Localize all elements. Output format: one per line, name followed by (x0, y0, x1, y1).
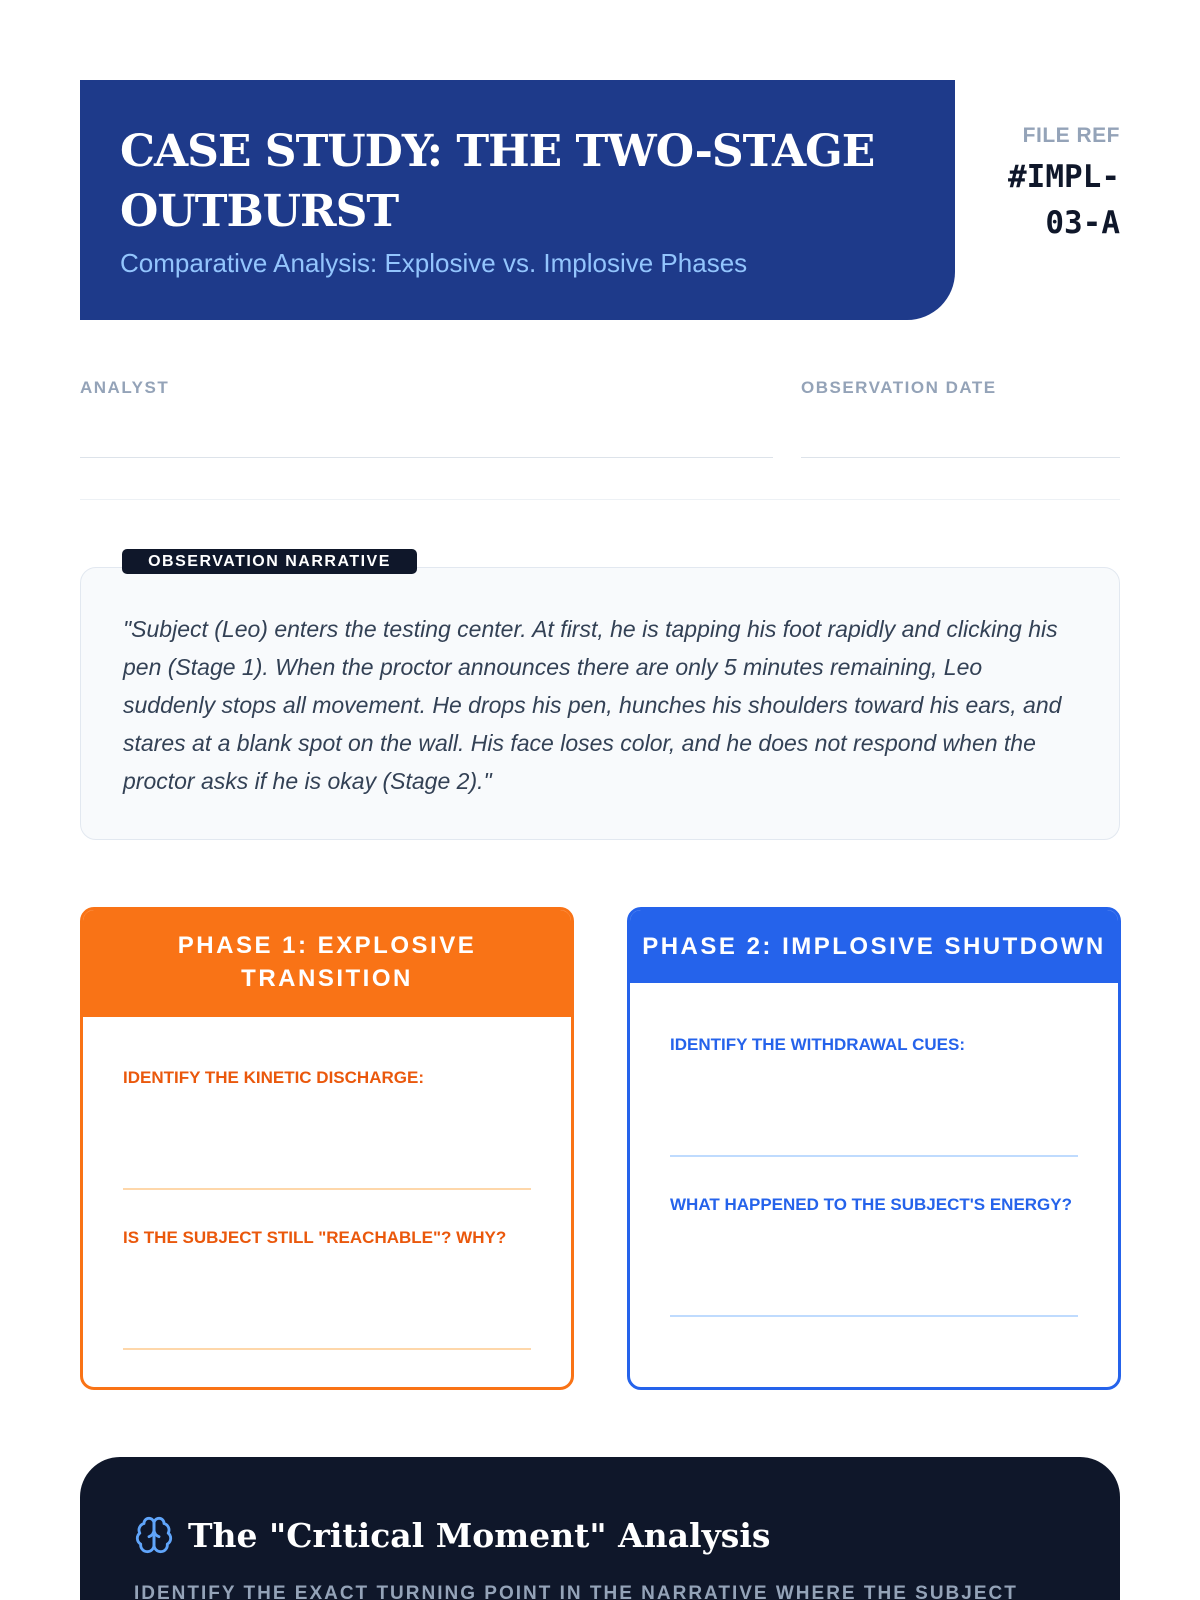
phase1-answer-2-line[interactable] (123, 1348, 531, 1350)
section-divider (80, 499, 1120, 500)
observation-date-label: OBSERVATION DATE (801, 378, 997, 397)
narrative-text: "Subject (Leo) enters the testing center. At first, he is tapping his foot rapidly and clicking his pen (Stage 1). When the proctor announces there are only 5 minutes remaining, Leo suddenly stops all movement. He drops his pen, hunches his shoulders toward his ears, and stares at a blank spot on the wall. His face loses color, and he does not respond when the proctor asks if he is okay (Stage 2)." (123, 616, 1062, 794)
phase2-question-2: WHAT HAPPENED TO THE SUBJECT'S ENERGY? (670, 1195, 1073, 1214)
analyst-field[interactable] (80, 457, 773, 458)
narrative-box (80, 567, 1120, 840)
observation-date-field[interactable] (801, 457, 1120, 458)
phase2-question-1: IDENTIFY THE WITHDRAWAL CUES: (670, 1035, 965, 1054)
page-subtitle: Comparative Analysis: Explosive vs. Implosive Phases (120, 248, 748, 278)
analyst-label: ANALYST (80, 378, 170, 397)
critical-title: The "Critical Moment" Analysis (188, 1515, 771, 1555)
file-ref-label: FILE REF (1022, 124, 1120, 147)
critical-moment-section (80, 1457, 1120, 1600)
phase2-title: PHASE 2: IMPLOSIVE SHUTDOWN (630, 910, 1118, 983)
page-title: CASE STUDY: THE TWO-STAGE OUTBURST (120, 126, 875, 237)
file-ref (990, 124, 1120, 246)
phase2-answer-1-line[interactable] (670, 1155, 1078, 1157)
narrative-label: OBSERVATION NARRATIVE (122, 549, 417, 574)
header-banner (80, 80, 955, 320)
critical-subtitle: IDENTIFY THE EXACT TURNING POINT IN THE NARRATIVE WHERE THE SUBJECT (134, 1583, 1018, 1600)
brain-icon (134, 1515, 174, 1555)
phase1-question-2: IS THE SUBJECT STILL "REACHABLE"? WHY? (123, 1228, 507, 1247)
phase1-title: PHASE 1: EXPLOSIVE TRANSITION (83, 910, 571, 1017)
phase1-question-1: IDENTIFY THE KINETIC DISCHARGE: (123, 1068, 424, 1087)
phase2-answer-2-line[interactable] (670, 1315, 1078, 1317)
phase1-answer-1-line[interactable] (123, 1188, 531, 1190)
phase2-card (627, 907, 1121, 1390)
file-ref-code: #IMPL-03-A (1008, 159, 1120, 241)
phase1-card (80, 907, 574, 1390)
